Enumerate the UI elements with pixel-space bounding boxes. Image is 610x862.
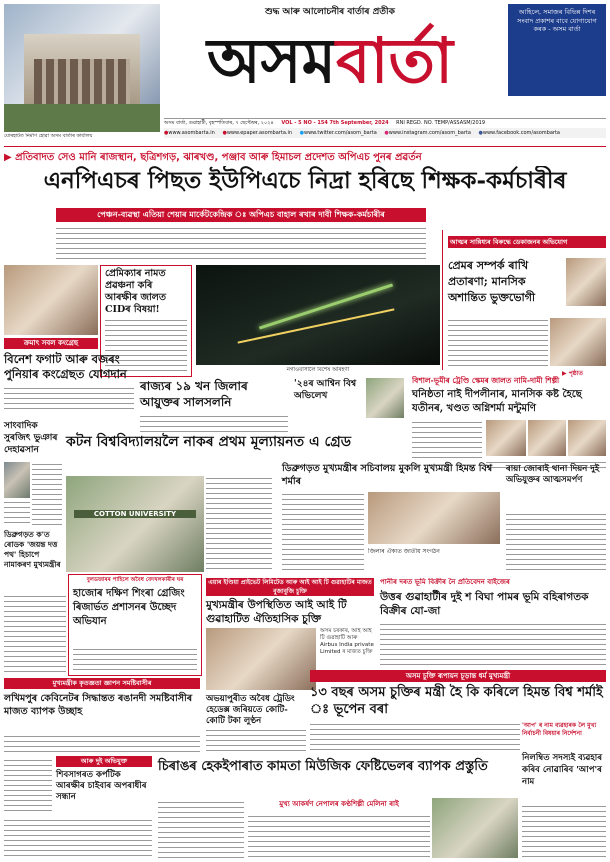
globe-icon: ● <box>222 130 227 136</box>
eviction-body <box>73 647 197 671</box>
artist-photo-1 <box>486 420 526 456</box>
victim-photo <box>550 318 606 366</box>
side-top-kicker: আত্মৰ সান্নিধ্যৰ বিৰুদ্ধে ডেকাজনৰ অভিযোগ <box>448 236 606 248</box>
masthead-tagline: শুদ্ধ আৰু আলোচনীৰ বাৰ্তাৰ প্ৰতীক <box>265 7 395 17</box>
globe-icon: ● <box>164 130 169 136</box>
triangle-icon: ▶ <box>4 152 16 163</box>
masthead-title-part1: অসম <box>206 24 337 97</box>
cid-group-photo <box>4 265 98 335</box>
twitter-icon: ● <box>299 130 304 136</box>
website-link[interactable]: www.asombarta.in <box>168 130 215 136</box>
crime-body-left <box>4 758 52 814</box>
politics-headline: বিনেশ ফগাট আৰু বজৰং পুনিয়াৰ কংগ্ৰেছত যোগদান <box>4 352 127 381</box>
right-ear-text: আহিলে, সমাজৰ বিভিন্ন দিশৰ সংবাদ প্ৰকাশৰ বাবে যোগাযোগ কৰক - অসম বাৰ্তা <box>517 8 597 33</box>
tiger-body <box>412 420 482 460</box>
music-body <box>158 800 244 858</box>
trading-body <box>206 728 306 754</box>
land-body <box>380 622 606 666</box>
cm-gratitude-bar: মুখ্যমন্ত্ৰীক কৃতজ্ঞতা জ্ঞাপন সমষ্টিবাসীৰ <box>4 678 200 689</box>
fire-headline: ৰায়া জোৰাই থানা দিয়ন দুই অভিযুক্তৰ আত্মসমৰ্পণ <box>506 464 600 485</box>
dibrugarh-headline: ডিব্ৰুগড়ত ক'ত ৰোডক 'জয়ন্ত দত্ত পথ' হিচাপে নামাকৰণ মুখ্যমন্ত্ৰীৰ <box>4 530 61 569</box>
eviction-headline: হাজোৰ দক্ষিণ শিংৰা গ্ৰেজিং ৰিজাৰ্ভত প্ৰশাসনৰ উচ্ছেদ অভিযান <box>73 588 185 627</box>
land-bar: পানীৰ দৰত ভূমি বিক্ৰীৰ নৈ প্ৰতিবেদন বাইজেৰ <box>380 578 510 586</box>
trading-headline: অভয়াপুৰীত অবৈধ ট্ৰেডিং হেডেক্স জৰিয়তে কোটি-কোটি টকা লুণ্ঠন <box>206 694 295 726</box>
side-top-headline: প্ৰেমৰ সম্পৰ্ক ৰাখি প্ৰতাৰণা; মানসিক অশান্তিত ভুক্তভোগী <box>448 259 536 304</box>
bhupen-headline: ১৩ বছৰ অসম চুক্তিৰ মন্ত্ৰী হৈ কি কৰিলে হিমন্ত বিশ্ব শৰ্মাই ঃ ভূপেন বৰা <box>310 685 603 717</box>
instagram-link[interactable]: www.instagram.com/asom_barta <box>388 130 471 136</box>
crime-headline: শিবসাগৰত কৰ্পটিক আৰক্ষীৰ চাইবাৰ অপৰাধীৰ সন্ধান <box>56 770 147 802</box>
districts-headline: ৰাজ্যৰ ১৯ খন জিলাৰ আয়ুক্তৰ সালসলনি <box>140 379 248 409</box>
music-body-2 <box>248 814 430 858</box>
crime-bar: আৰু দুই অভিযুক্ত <box>56 756 152 767</box>
aap-kicker: 'আপ' ৰ নাম ব্যৱহাৰক লৈ মুখ্য নিৰ্বাচনী বিষয়াৰ নিৰ্দেশনা <box>522 722 597 737</box>
bhupen-bar: অসম চুক্তি ৰূপায়ন চূড়ান্ত ধৰ্ম মুখ্যমন্ত্ৰী <box>310 670 606 682</box>
cm-secretariat-body <box>282 492 364 572</box>
facebook-link[interactable]: www.facebook.com/asombarta <box>482 130 560 136</box>
trophy-photo <box>366 378 404 418</box>
airindia-bar: এয়াৰ ইণ্ডিয়া প্ৰাইভেট লিমিটেড আৰু আই আই টি গুৱাহাটিৰ মাজত বুজাবুজি চুক্তি <box>206 578 374 596</box>
dibrugarh-body <box>4 594 66 674</box>
sangathan-note: জিলাৰ ঐক্যত জাতীয় সংগঠন <box>368 548 440 555</box>
brief-body-2 <box>4 500 30 526</box>
bhupen-body <box>310 722 520 754</box>
crime-body <box>4 818 152 858</box>
masthead-title <box>190 16 470 106</box>
cotton-body <box>206 476 272 572</box>
cm-gratitude-body <box>4 734 200 754</box>
facebook-icon: ● <box>478 130 483 136</box>
cm-gratitude-headline: লখিমপুৰ কেবিনেটৰ সিদ্ধান্তত ৰঙানদী সমষ্টিবাসীৰ মাজত ব্যাপক উচ্ছাহ <box>4 693 193 717</box>
airindia-headline: মুখ্যমন্ত্ৰীৰ উপস্থিতিত আই আই টি গুৱাহাটিত ঐতিহাসিক চুক্তি <box>206 599 347 625</box>
cid-headline: প্ৰেমিক্যাৰ নামত প্ৰৱঞ্চনা কৰি আৰক্ষীৰ জালত CIDৰ বিষয়া! <box>105 268 166 315</box>
masthead-title-part2: বাৰ্তা <box>336 24 454 97</box>
night-road-caption: নগাঁওবাসীলৈ বিশেষ অৰিহণা <box>286 367 350 373</box>
politics-bar: ক্ৰমাৎ সবল কংগ্ৰেছ <box>4 338 98 349</box>
eviction-story-box <box>68 574 202 676</box>
office-caption: যোৰহাটত নিৰ্মাণ হোৱা অসম বাৰ্তাৰ কাৰ্যালয় <box>4 133 93 139</box>
secretariat-photo <box>368 492 500 544</box>
districts-body <box>140 414 288 434</box>
lead-headline: এনপিএচৰ পিছত ইউপিএচে নিদ্ৰা হৰিছে শিক্ষক-কৰ্মচাৰীৰ <box>43 167 567 194</box>
fire-body <box>506 512 606 572</box>
row-divider <box>4 146 606 147</box>
brief-body <box>32 462 62 526</box>
land-headline: উত্তৰ গুৱাহাটীৰ দুই শ বিঘা পামৰ ভূমি বহিৰাগতক বিক্ৰীৰ যো-জা <box>380 591 589 617</box>
tiger-headline: ঘনিষ্ঠতা নাই দীপলীনাৰ, মানসিক কষ্ট হৈছে যতীনৰ, খণ্ডত অগ্নিশৰ্মা মন্টুমণি <box>412 389 582 414</box>
airindia-desc: অসম চৰকাৰ, আই আই টি গুৱাহাটি আৰু Airbus India private Limited ৰ মাজত চুক্তি <box>320 628 374 655</box>
office-building-photo <box>4 4 160 132</box>
mou-photo <box>206 628 316 690</box>
cm-secretariat-headline: ডিব্ৰুগড়ত মুখ্যমন্ত্ৰীৰ সচিবালয় মুকলি মুখ্যমন্ত্ৰী হিমন্ত বিশ্ব শৰ্মাৰ <box>282 463 493 487</box>
volume-number: VOL - 5 NO - 154 7th September, 2024 <box>281 120 389 126</box>
lead-kicker: ▶ প্ৰতিবাদত সেও মানি ৰাজস্থান, ছত্ৰিশগড়, ঝাৰখণ্ড, পঞ্জাব আৰু হিমাচল প্ৰদেশত অপিএচ পুনৰ প্ৰৱৰ্তন <box>4 152 422 163</box>
continued-marker[interactable]: ▶ পৃষ্ঠাত <box>562 370 583 377</box>
lead-body-text <box>56 226 426 260</box>
tiger-kicker: বিশাল-ভূমীৰ ট্ৰেণ্ডি স্কেমৰ জালত নামি-দামী শিল্পী <box>412 376 560 385</box>
side-top-body <box>448 318 548 366</box>
issue-date: অসম বাৰ্তা, গুৱাহাটী, বৃহস্পতিবাৰ, ৭ ছেপ্টেম্বৰ, ২০২৪ <box>164 120 274 126</box>
social-strip <box>164 128 606 138</box>
cotton-university-photo <box>66 476 204 572</box>
worldcup-headline: '২৪ৰ আশ্বিন বিশ্ব অভিলেখ <box>294 379 357 401</box>
festival-group-photo <box>432 798 518 858</box>
brief-headline: সাংবাদিক সুৰজিৎ ভুঞাৰ দেহাৱসান <box>4 421 58 455</box>
eviction-bar: বুলডজাৰৰ পাহিলে অবৈধ বেদখলকাৰীৰ ঘৰ <box>69 575 201 585</box>
right-ear-box <box>508 4 606 96</box>
rni-number: RNI REGD. NO. TEMP/ASSASM/2019 <box>396 120 486 126</box>
column-divider <box>442 230 443 370</box>
aap-headline: নিলম্বিত সদস্যই ব্যৱহাৰ কৰিব নোৱাৰিব 'আপ'ৰ নাম <box>522 753 603 787</box>
accused-portrait-photo <box>566 258 606 306</box>
politics-body <box>4 386 134 412</box>
music-headline: চিৰাঙৰ হেকইপাৰাত কামতা মিউজিক ফেষ্টিভেলৰ ব্যাপক প্ৰস্তুতি <box>158 759 488 774</box>
twitter-link[interactable]: www.twitter.com/asom_barta <box>304 130 377 136</box>
cotton-headline: কটন বিশ্ববিদ্যালয়লৈ নাকৰ প্ৰথম মূল্যায়নত এ গ্ৰেড <box>66 434 352 450</box>
artist-photo-2 <box>528 420 566 456</box>
sports-bar: মুখ্য আকৰ্ষণ নেপালৰ কণ্ঠশিল্পী মেলিনা ৰাই <box>248 798 430 810</box>
epaper-link[interactable]: www.epaper.asombarta.in <box>226 130 293 136</box>
journalist-photo <box>4 462 30 498</box>
night-road-photo <box>196 265 440 365</box>
lead-subhead: পেঞ্চন-ব্যৱস্থা এতিয়া শেয়াৰ মাৰ্কেটকেন্দ্ৰিক ঃ অপিএচ বাহাল ৰখাৰ দাবী শিক্ষক-কৰ্মচাৰীৰ <box>56 208 426 222</box>
instagram-icon: ● <box>384 130 389 136</box>
cotton-sign: COTTON UNIVERSITY <box>74 510 196 518</box>
aap-body <box>522 804 606 858</box>
artist-photo-3 <box>568 420 606 456</box>
